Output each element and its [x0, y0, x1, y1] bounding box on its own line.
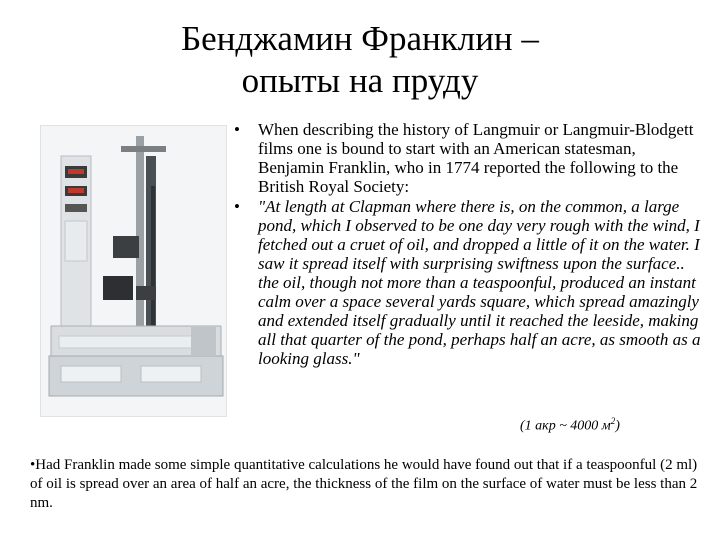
acre-conversion-note [520, 416, 620, 435]
title-line-1: Бенджамин Франклин – [181, 19, 539, 58]
slide-title [0, 18, 720, 102]
bullet-item [232, 120, 702, 196]
footer-paragraph: •Had Franklin made some simple quantitative calculations he would have found out that if a teaspoonful (2 ml) of oil is spread over an area of half an acre, the thickness of the film on the surface of water must be less than 2 nm. [30, 457, 698, 511]
langmuir-trough-photo [40, 125, 227, 417]
note-superscript: 2 [610, 416, 616, 426]
note-close: ) [615, 418, 620, 434]
bullet-marker: • [234, 120, 240, 139]
bullet-text-quote: "At length at Clapman where there is, on the common, a large pond, which I observed to be one day very rough with the wind, I fetched out a cruet of oil, and dropped a little of it on the water. I saw it spread itself with surprising swiftness upon the surface.. the oil, though not more than a teaspoonful, produced an instant calm over a space several yards square, which spread amazingly and extended itself gradually until it reached the leeside, making all that quarter of the pond, perhaps half an acre, as smooth as a looking glass." [258, 197, 701, 368]
bullet-list [232, 120, 702, 369]
langmuir-trough-instrument-icon [41, 126, 226, 416]
note-text: (1 акр ~ 4000 м [520, 418, 611, 434]
bullet-item-quote [232, 197, 702, 368]
bullet-text: When describing the history of Langmuir or Langmuir-Blodgett films one is bound to start with an American statesman, Benjamin Franklin, who in 1774 reported the following to the British Royal Society: [258, 120, 694, 196]
bullet-marker: • [234, 197, 240, 216]
title-line-2: опыты на пруду [241, 61, 479, 100]
